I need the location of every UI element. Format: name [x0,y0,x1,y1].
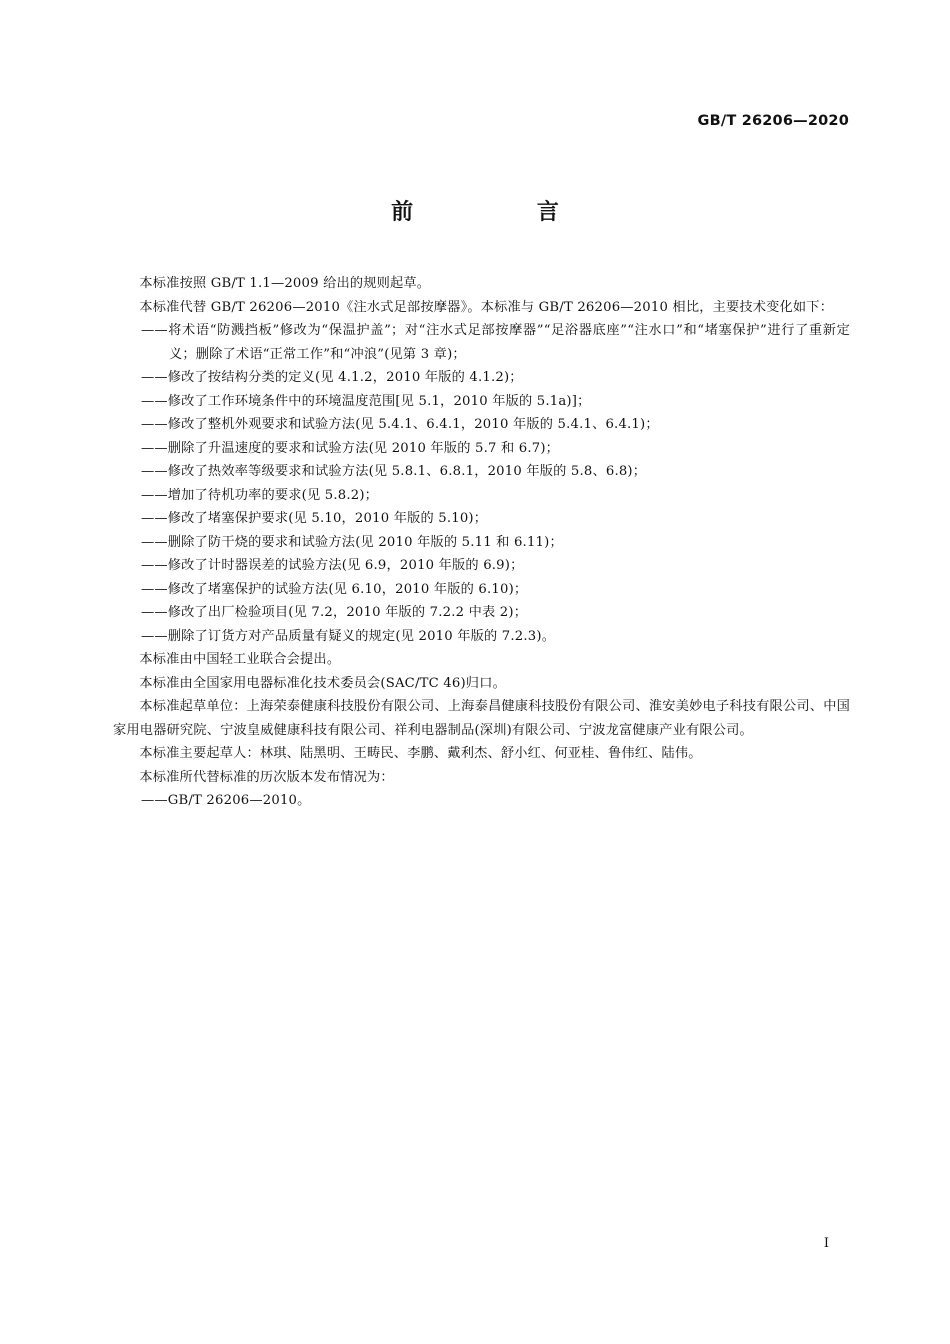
change-item: ——修改了整机外观要求和试验方法(见 5.4.1、6.4.1，2010 年版的 5.4.1、6.4.1)； [141,417,659,432]
page-number: I [823,1236,829,1251]
change-item: ——修改了热效率等级要求和试验方法(见 5.8.1、6.8.1，2010 年版的 5.8、6.8)； [141,464,647,479]
change-item: ——将术语“防溅挡板”修改为“保温护盖”；对“注水式足部按摩器”“足浴器底座”“注水口”和“堵塞保护”进行了重新定义；删除了术语“正常工作”和“冲浪”(见第 3 章)； [141,323,850,362]
history-intro-paragraph: 本标准所代替标准的历次版本发布情况为： [139,769,394,785]
intro-paragraph: 本标准代替 GB/T 26206—2010《注水式足部按摩器》。本标准与 GB/T 26206—2010 相比，主要技术变化如下： [139,299,834,315]
change-item: ——修改了计时器误差的试验方法(见 6.9，2010 年版的 6.9)； [141,558,524,573]
history-item: ——GB/T 26206—2010。 [141,793,311,808]
change-item: ——增加了待机功率的要求(见 5.8.2)； [141,487,379,503]
standard-number: GB/T 26206—2020 [697,113,849,129]
committee-paragraph: 本标准由全国家用电器标准化技术委员会(SAC/TC 46)归口。 [139,675,506,691]
foreword-body [113,272,850,813]
change-item: ——删除了升温速度的要求和试验方法(见 2010 年版的 5.7 和 6.7)； [141,440,560,456]
change-item: ——修改了堵塞保护要求(见 5.10，2010 年版的 5.10)； [141,511,488,526]
proposer-paragraph: 本标准由中国轻工业联合会提出。 [139,652,341,667]
changes-list [113,319,850,648]
change-item: ——修改了出厂检验项目(见 7.2，2010 年版的 7.2.2 中表 2)； [141,605,528,620]
change-item: ——修改了堵塞保护的试验方法(见 6.10，2010 年版的 6.10)； [141,581,528,597]
change-item: ——删除了防干烧的要求和试验方法(见 2010 年版的 5.11 和 6.11)； [141,534,563,550]
change-item: ——修改了按结构分类的定义(见 4.1.2，2010 年版的 4.1.2)； [141,370,523,385]
drafters-paragraph: 本标准主要起草人：林琪、陆黑明、王畴民、李鹏、戴利杰、舒小红、何亚桂、鲁伟红、陆伟。 [139,746,702,761]
drafting-units-paragraph: 本标准起草单位：上海荣泰健康科技股份有限公司、上海泰昌健康科技股份有限公司、淮安美妙电子科技有限公司、中国家用电器研究院、宁波皇威健康科技有限公司、祥利电器制品(深圳)有限公司、宁波龙富健康产业有限公司。 [113,699,850,738]
intro-paragraph: 本标准按照 GB/T 1.1—2009 给出的规则起草。 [139,276,431,291]
change-item: ——删除了订货方对产品质量有疑义的规定(见 2010 年版的 7.2.3)。 [141,628,556,644]
change-item: ——修改了工作环境条件中的环境温度范围[见 5.1，2010 年版的 5.1a)]； [141,393,591,409]
page-title: 前 言 [391,200,617,225]
